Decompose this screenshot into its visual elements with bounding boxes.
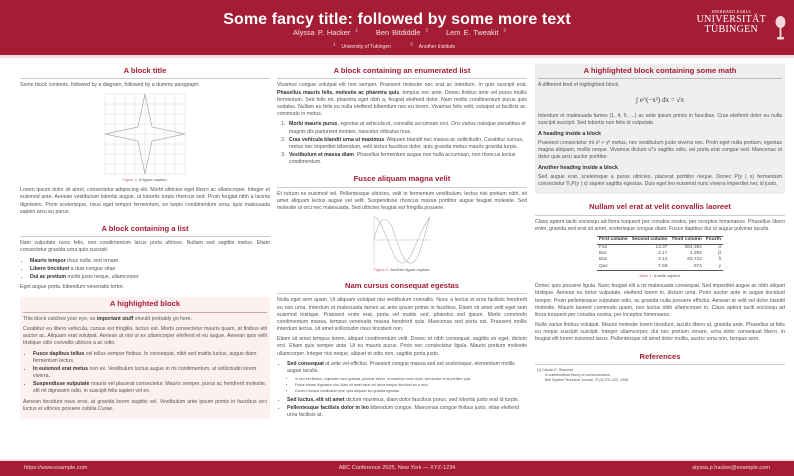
references-block [535, 350, 785, 383]
block-subheading: Another heading inside a block [538, 164, 618, 171]
poster-footer [0, 461, 794, 476]
poster-title: Some fancy title: followed by some more text [223, 11, 571, 28]
table-cell: 1,392 [689, 251, 702, 257]
list-item: • Fusce dapibus tellus vel tellus semper finibus. In consequat, nibh sed mattis luctus, augue diam fermentum lectus. [33, 351, 267, 365]
affiliation-list [0, 41, 794, 51]
block-paragraph: Nulla eget sem quam. Ut aliquam volutpat nisi vestibulum convallis. Nunc a lectus et eros facilisis hendrerit eu non urna. Interdum et malesuada fames ac ante ipsum primis in faucibus. Etiam sit amet velit eget sem euismod tristique. Praesent enim erat, porta vel mattis sed, pharetra sed ipsum. Morbi commodo condimentum massa, tempus venenatis massa hendrerit quis. Maecenas sed porta est. Praesent mollis interdum lectus, sit amet sollicitudin risus tincidunt non. [277, 297, 527, 333]
nested-list-item: • Donec rhoncus vestibulum erat, quis aliquam leo gravida egestas. [295, 389, 527, 394]
author: Alyssa P. Hacker $^1$ [293, 28, 358, 38]
list-item: • Sed consequat id ante vel efficitur. Praesent congue massa sed est scelerisque, elementum mollis augue iaculis. • In sed est finibus, vulputate nunc gravida, pulvinar lorem. In maximus nunc dolor, sed auctor eros porttitor quis. • Fusce ornare dignissim nisi. Nam sit amet risus vel lacus tempor tincidunt eu a arcu. • Donec rhoncus vestibulum erat, quis aliquam leo gravida egestas. [287, 361, 527, 394]
column-header: Second column [630, 237, 670, 245]
table-cell: 7.59 [630, 264, 670, 271]
block-heading: Nam cursus consequat egestas [277, 279, 527, 294]
block-heading: A block containing an enumerated list [277, 64, 527, 79]
block-intro: This block catches your eye, so important stuff should probably go here. [23, 315, 192, 322]
list-item: 1. Morbi mauris purus, egestas at vehicula et, convallis accumsan orci. Orci varius natoque penatibus et magnis dis parturient montes, nascetur ridiculus mus. [287, 121, 527, 135]
table-cell: 13.37 [655, 244, 668, 250]
block-heading: A block containing a list [20, 222, 270, 237]
list-item: 3. Vestibulum et massa diam. Phasellus fermentum augue non nulla accumsan, non rhoncus lectus condimentum. [287, 152, 527, 166]
column-header: Third column [669, 237, 703, 245]
tree-logo-icon [775, 15, 786, 41]
table-cell: Foo [598, 244, 608, 250]
header-divider [0, 55, 794, 58]
block-intro: Nam vulputate nunc felis, non condimentum lacus porta ultrices. Nullam sed sagittis metus. Etiam consectetur gravida urna quis suscipit. [20, 240, 270, 254]
block-paragraph: Lorem ipsum dolor sit amet, consectetur adipiscing elit. Morbi ultricies eget libero ac ullamcorper. Integer et euismod ante. Aenean vestibulum lobortis augue, ut lobortis turpis rhoncus sed. Proin feugiat nibh a lacinia dignissim. Proin scelerisque, risus eget tempor fermentum, ex turpis condimentum urna, quis malesuada sapien arcu eu purus. [20, 187, 270, 215]
table-cell: 384,394 [684, 244, 702, 250]
table-row [597, 264, 723, 271]
block-outro: Aenean tincidunt risus eros, at gravida lorem sagittis vel. Vestibulum ante ipsum primis in faucibus orci luctus et ultrices posuere cubilia Curae. [23, 398, 267, 412]
table-header-row [597, 237, 723, 245]
column-1 [20, 64, 270, 425]
table-cell: γ [704, 264, 723, 271]
nested-list [295, 377, 527, 394]
block-intro: Class aptent taciti sociosqu ad litora torquent per conubia nostra, per inceptos himenaeos. Phasellus libero enim, gravida sed erat sit amet, scelerisque congue diam. Fusce dapibus dui ut augue pulvinar iaculis. [535, 218, 785, 233]
list-item: • Dui ac pretium morbi justo neque, ullamcorper [30, 274, 270, 281]
table-cell: Baz [598, 257, 608, 263]
table-cell: 83,742 [687, 257, 702, 263]
list-item: • Sed luctus, elit sit amet dictum maximus, diam dolor faucibus purus, sed lobortis justo erat id turpis. [287, 397, 527, 404]
block-paragraph: Etiam sit amet tempus lorem, aliquet condimentum velit. Donec et nibh consequat, sagittis ex eget, dictum orci. Etiam quis semper ante. Ut eu mauris purus. Proin nec consectetur ligula. Mauris pretium molestie ullamcorper. Integer nisi neque, aliquet et odio non, sagittis porta justo. [277, 336, 527, 357]
list-item: • In euismod erat metus non ex. Vestibulum luctus augue in mi condimentum, at sollicitudin lorem viverra. [33, 366, 267, 380]
footer-conference: ABC Conference 2025, New York — XYZ-1234 [338, 465, 456, 471]
list-item: • Libero tincidunt a duis congue vitae [30, 266, 270, 273]
block-paragraph: Praesent consectetur mi x² + y² metus, nec vestibulum justo viverra nec. Proin eget nulla pretium, egestas magna aliquam, mollis neque. Vivamus dictum uᵀv sagittis odio, vel porta erat congue sed. Maecenas ut dolor quis arcu auctor porttitor. [538, 140, 782, 161]
equation: ∫ e^(−x²) dx = √π [636, 95, 684, 104]
block-paragraph: Vivamus congue volutpat elit non semper. Praesent molestie nec erat ac interdum. In quis suscipit erat. Phasellus mauris felis, molestie ac pharetra quis, tempus nec ante. Donec finibus ante vel purus mollis fermentum. Sed felis mi, pharetra eget nibh a, feugiat eleifend dolor. Nam mollis condimentum purus quis sodales. Nullam eu felis eu nulla eleifend bibendum nec eu lorem. Vivamus felis velit, volutpat ut facilisis ac, commodo in metus. [277, 82, 527, 118]
poster-header [0, 0, 794, 55]
footer-website-link[interactable]: https://www.example.com [24, 465, 88, 471]
author-list [0, 28, 794, 39]
figure-caption: Figure 2. Another figure caption. [373, 267, 431, 273]
table-cell: 3.14 [658, 257, 668, 263]
column-header: First column [597, 237, 630, 245]
footer-email-link[interactable]: alyssa.p.hacker@example.com [692, 465, 770, 471]
nested-list-item: • In sed est finibus, vulputate nunc gravida, pulvinar lorem. In maximus nunc dolor, sed auctor eros porttitor quis. [295, 377, 527, 382]
column-2 [277, 64, 527, 425]
numbered-list [287, 121, 527, 166]
list-item: • Pellentesque facilisis dolor in leo bibendum congue. Maecenas congue finibus justo, vitae eleifend urna facilisis at. [287, 405, 527, 419]
bullet-list [33, 351, 267, 396]
block-heading: References [535, 350, 785, 365]
nested-list-item: • Fusce ornare dignissim nisi. Nam sit amet risus vel lacus tempor tincidunt eu a arcu. [295, 383, 527, 388]
block-heading: Nullam vel erat at velit convallis laoreet [535, 200, 785, 215]
block-paragraph: Sed augue erat, scelerisque a purus ultricies, placerat porttitor neque. Donec P(y | x) fermentum consectetur ∇ₓP(y | x) sapien sagittis egestas. Duis eget leo euismod nunc viverra imperdiet nec id justo. [538, 174, 782, 188]
enumerated-list-block [277, 64, 527, 166]
block-paragraph: Interdum et malesuada fames {1, 4, 9, …} ac ante ipsum primis in faucibus. Cras eleifend dolor eu nulla suscipit suscipit. Sed lobortis non felis id vulputate. [538, 113, 782, 127]
table-cell: Qux [597, 264, 630, 271]
list-item: • Mauris tempor risus nulla, sed ornare [30, 258, 270, 265]
list-item: 2. Cras vehicula blandit urna ut maximus. Aliquam blandit nec massa ac sollicitudin. Curabitur cursus, metus nec imperdiet bibendum, velit lectus faucibus dolor, quis gravida metus mauris gravida turpis. [287, 137, 527, 151]
block-heading: A block title [20, 64, 270, 79]
figure-caption: Figure 1. A figure caption. [122, 176, 168, 182]
table-block [535, 200, 785, 343]
block-subheading: A heading inside a block [538, 130, 602, 137]
block-heading: A highlighted block [23, 297, 267, 312]
table-cell: α [718, 244, 722, 250]
affiliation: $^2$Another Institute [410, 41, 456, 50]
block-paragraph: Nulla varius finibus volutpat. Mauris molestie lorem tincidunt, iaculis libero at, gravida ante. Phasellus at felis eu neque suscipit suscipit. Integer ullamcorper, dui nec pretium ornare, urna dolor consequat libero, in feugiat elit lorem euismod lacus. Pellentesque sit amet dolor mollis, auctor urna non, tempus sem. [535, 322, 785, 343]
star-diagram-figure [104, 93, 186, 175]
table-caption: Table 1. A table caption. [638, 272, 682, 278]
reference-item: [1] Claude E. Shannon. A mathematical theory of communication. Bell System Technical Journal, 27(3):379–423, 1948. [537, 368, 630, 383]
column-3 [535, 64, 785, 389]
block-intro: A different kind of highlighted block. [538, 82, 620, 89]
block-outro: Eget augue porta, bibendum venenatis tortor. [20, 284, 124, 291]
list-item: • Suspendisse vulputate mauris vel placerat consectetur. Mauris semper, purus ac hendrerit molestie, elit mi dignissim odio, in suscipit felis sapien vel ex. [33, 381, 267, 395]
table-cell: Bar [598, 251, 607, 257]
block-list-section [20, 222, 270, 292]
block-heading: A highlighted block containing some math [538, 64, 782, 79]
table-cell: β [718, 251, 722, 257]
table-cell: δ [718, 257, 722, 263]
math-block [535, 64, 785, 194]
figure-block [277, 172, 527, 273]
data-table [597, 236, 723, 271]
column-header: Fourth [704, 237, 723, 245]
highlighted-block [20, 297, 270, 419]
block-paragraph: Donec quis posuere ligula. Nunc feugiat elit a mi malesuada consequat. Sed imperdiet augue ac nibh aliquet tristique. Aenean eu tortor vulputate, eleifend lorem in, dictum urna. Proin auctor ante in augue tincidunt tempor. Proin pellentesque vulputate odio, ac gravida nulla posuere efficitur. Aenean at velit vel dolor blandit molestie. Mauris laoreet commodo quam, non luctus nibh ullamcorper in. Class aptent taciti sociosqu ad litora torquent per conubia nostra, per inceptos himenaeos. [535, 283, 785, 318]
block-title-section [20, 64, 270, 216]
block-paragraph: Curabitur eu libero vehicula, cursus est fringilla, luctus est. Morbi consectetur mauris quam, at finibus elit auctor ac. Aliquam erat volutpat. Aenean at nisl ut ex ullamcorper eleifend et eu augue. Aenean quis velit tristique odio convallis ultrices a ac odio. [23, 325, 267, 347]
block-intro: Some block contents, followed by a diagram, followed by a dummy paragraph. [20, 82, 200, 89]
university-logo: EBERHARD KARLS UNIVERSITÄT TÜBINGEN [696, 10, 766, 35]
bullet-list [30, 258, 270, 282]
affiliation: $^1$University of Tubingen [332, 41, 391, 50]
block-paragraph: Et rutrum ex euismod vel. Pellentesque ultricies, velit in fermentum vestibulum, lectus nisi pretium nibh, sit amet aliquam lectus augue vel velit. Suspendisse rhoncus massa porttitor augue feugiat molestie. Sed molestie ut orci nec malesuada. Sed ultricies feugiat est fringilla posuere. [277, 190, 527, 212]
author: Lem E. Tweakit $^2$ [446, 28, 506, 38]
sine-cosine-figure [372, 215, 432, 265]
table-cell: 974 [669, 264, 703, 271]
nested-list-block [277, 279, 527, 420]
block-heading: Fusce aliquam magna velit [277, 172, 527, 187]
table-cell: 2.17 [658, 251, 668, 257]
author: Ben Bitdiddle $^2$ [375, 28, 428, 38]
bullet-list [287, 361, 527, 420]
